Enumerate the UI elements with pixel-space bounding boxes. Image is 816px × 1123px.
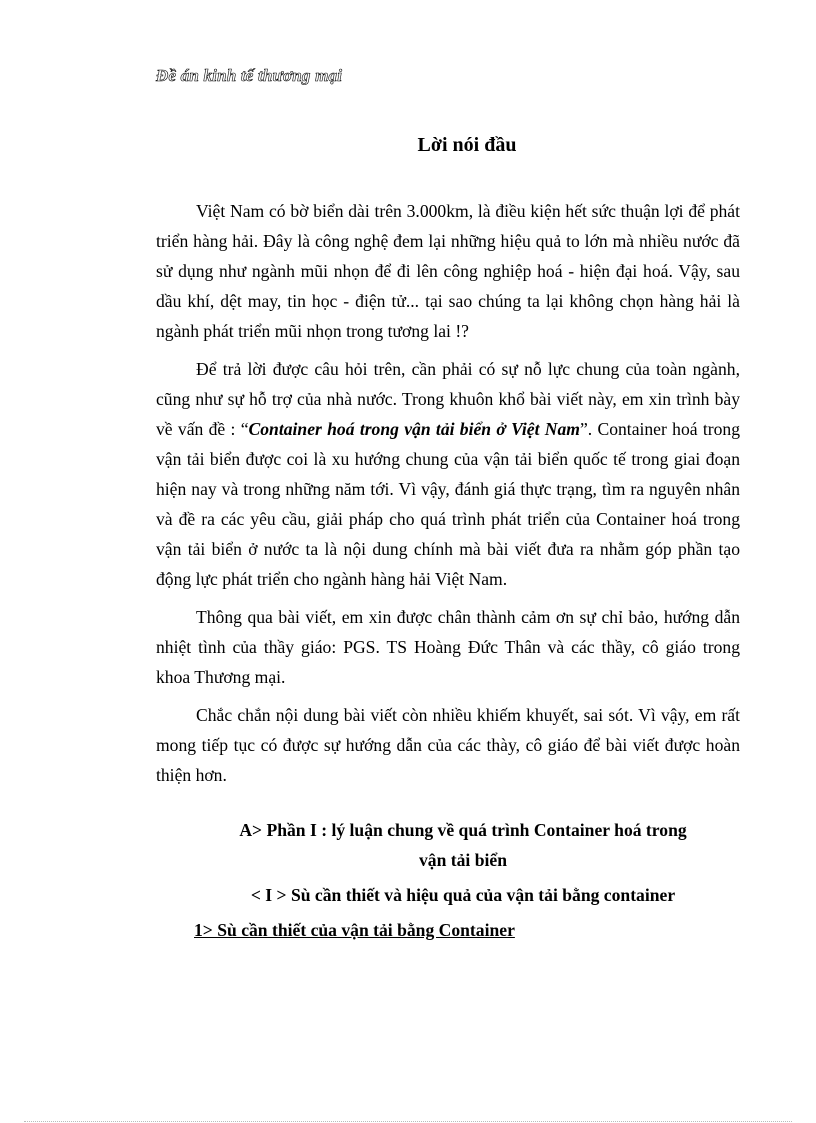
part-a-heading-line1: A> Phần I : lý luận chung về quá trình Container hoá trong <box>239 820 687 840</box>
paragraph-topic <box>156 354 740 594</box>
part-a-heading <box>156 815 740 875</box>
document-header-note: Đề án kinh tế thương mại <box>156 66 343 85</box>
paragraph-intro: Việt Nam có bờ biển dài trên 3.000km, là điều kiện hết sức thuận lợi để phát triển hàng hải. Đây là công nghệ đem lại những hiệu quả to lớn mà nhiều nước đã sử dụng như ngành mũi nhọn để đi lên công nghiệp hoá - hiện đại hoá. Vậy, sau dầu khí, dệt may, tin học - điện tử... tại sao chúng ta lại không chọn hàng hải là ngành phát triển mũi nhọn trong tương lai !? <box>156 201 740 341</box>
paragraph-topic-before: Để trả lời được câu hỏi trên, cần phải có sự nỗ lực chung của toàn ngành, cũng như sự hỗ trợ của nhà nước. Trong khuôn khổ bài viết này, em xin trình bày về vấn đề : “ <box>156 359 740 439</box>
section-i-heading: < I > Sù cần thiết và hiệu quả của vận tải bằng container <box>250 885 676 905</box>
page-title: Lời nói đầu <box>417 134 517 156</box>
paragraph-closing: Chắc chắn nội dung bài viết còn nhiều khiếm khuyết, sai sót. Vì vậy, em rất mong tiếp tục có được sự hướng dẫn của các thày, cô giáo để bài viết được hoàn thiện hơn. <box>156 705 740 785</box>
page-bottom-divider <box>24 1121 792 1122</box>
document-body <box>156 196 740 798</box>
paragraph-topic-emphasis: Container hoá trong vận tải biển ở Việt Nam <box>248 419 580 439</box>
part-a-heading-line2: vận tải biển <box>419 850 507 870</box>
paragraph-thanks: Thông qua bài viết, em xin được chân thành cảm ơn sự chỉ bảo, hướng dẫn nhiệt tình của thầy giáo: PGS. TS Hoàng Đức Thân và các thầy, cô giáo trong khoa Thương mại. <box>156 607 740 687</box>
paragraph-topic-after: ”. Container hoá trong vận tải biển được coi là xu hướng chung của vận tải biển quốc tế trong giai đoạn hiện nay và trong những năm tới. Vì vậy, đánh giá thực trạng, tìm ra nguyên nhân và đề ra các yêu cầu, giải pháp cho quá trình phát triển của Container hoá trong vận tải biển ở nước ta là nội dung chính mà bài viết đưa ra nhằm góp phần tạo động lực phát triển cho ngành hàng hải Việt Nam. <box>156 419 740 589</box>
subsection-1-heading: 1> Sù cần thiết của vận tải bằng Container <box>194 920 515 940</box>
